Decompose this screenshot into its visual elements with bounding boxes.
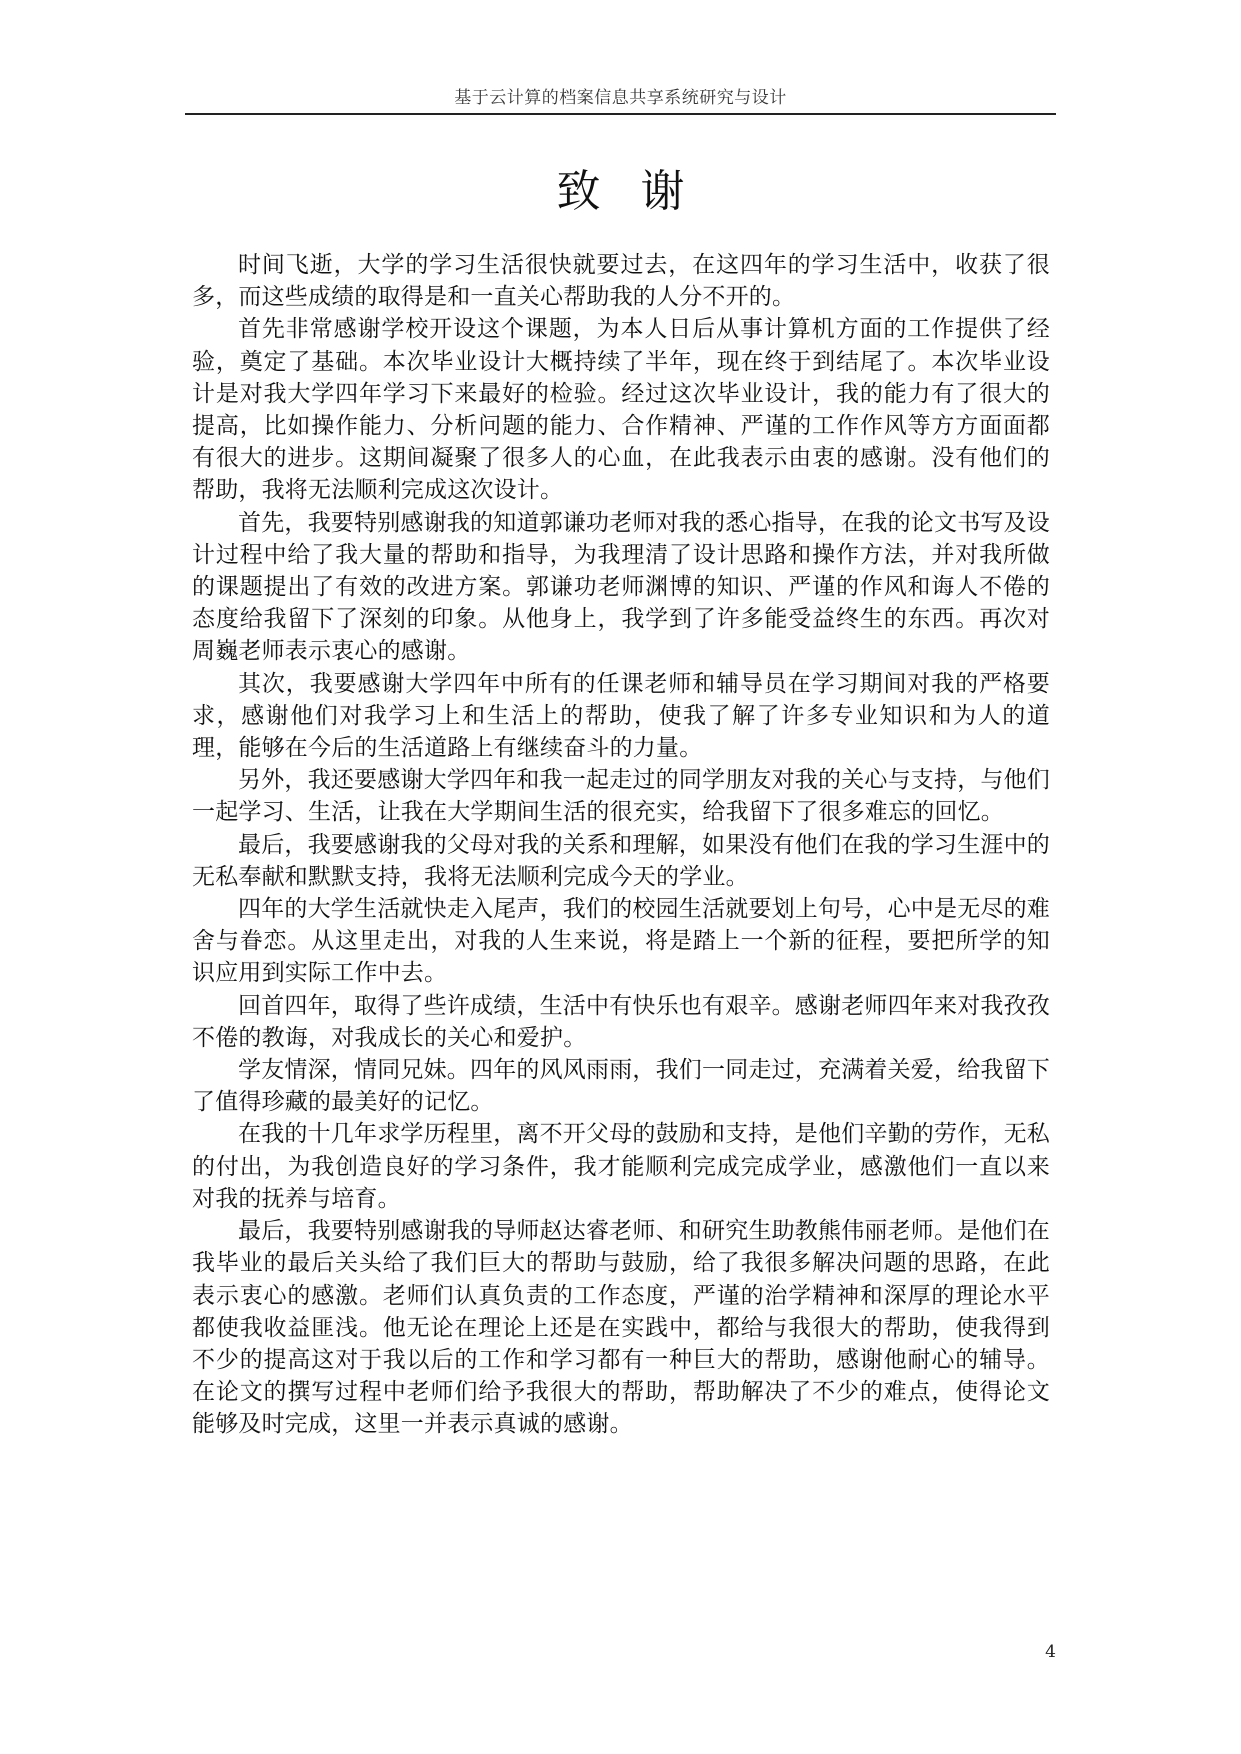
paragraph-4: 其次，我要感谢大学四年中所有的任课老师和辅导员在学习期间对我的严格要求，感谢他们对我学习上和生活上的帮助，使我了解了许多专业知识和为人的道理，能够在今后的生活道路上有继续奋斗的力量。 [192, 670, 1050, 762]
paragraph-3: 首先，我要特别感谢我的知道郭谦功老师对我的悉心指导，在我的论文书写及设计过程中给了我大量的帮助和指导，为我理清了设计思路和操作方法，并对我所做的课题提出了有效的改进方案。郭谦功老师渊博的知识、严谨的作风和诲人不倦的态度给我留下了深刻的印象。从他身上，我学到了许多能受益终生的东西。再次对周巍老师表示衷心的感谢。 [192, 509, 1050, 665]
running-header: 基于云计算的档案信息共享系统研究与设计 [454, 88, 787, 108]
paragraph-11: 最后，我要特别感谢我的导师赵达睿老师、和研究生助教熊伟丽老师。是他们在我毕业的最后关头给了我们巨大的帮助与鼓励，给了我很多解决问题的思路，在此表示衷心的感激。老师们认真负责的工作态度，严谨的治学精神和深厚的理论水平都使我收益匪浅。他无论在理论上还是在实践中，都给与我很大的帮助，使我得到不少的提高这对于我以后的工作和学习都有一种巨大的帮助，感谢他耐心的辅导。在论文的撰写过程中老师们给予我很大的帮助，帮助解决了不少的难点，使得论文能够及时完成，这里一并表示真诚的感谢。 [192, 1218, 1050, 1438]
paragraph-2: 首先非常感谢学校开设这个课题，为本人日后从事计算机方面的工作提供了经验，奠定了基础。本次毕业设计大概持续了半年，现在终于到结尾了。本次毕业设计是对我大学四年学习下来最好的检验。经过这次毕业设计，我的能力有了很大的提高，比如操作能力、分析问题的能力、合作精神、严谨的工作作风等方方面面都有很大的进步。这期间凝聚了很多人的心血，在此我表示由衷的感谢。没有他们的帮助，我将无法顺利完成这次设计。 [192, 316, 1050, 504]
paragraph-8: 回首四年，取得了些许成绩，生活中有快乐也有艰辛。感谢老师四年来对我孜孜不倦的教诲，对我成长的关心和爱护。 [192, 992, 1050, 1051]
acknowledgement-body [192, 249, 1050, 1441]
paragraph-1: 时间飞逝，大学的学习生活很快就要过去，在这四年的学习生活中，收获了很多，而这些成绩的取得是和一直关心帮助我的人分不开的。 [192, 252, 1050, 311]
paragraph-9: 学友情深，情同兄妹。四年的风风雨雨，我们一同走过，充满着关爱，给我留下了值得珍藏的最美好的记忆。 [192, 1057, 1050, 1116]
paragraph-10: 在我的十几年求学历程里，离不开父母的鼓励和支持，是他们辛勤的劳作，无私的付出，为我创造良好的学习条件，我才能顺利完成完成学业，感激他们一直以来对我的抚养与培育。 [192, 1121, 1050, 1212]
page-title: 致谢 [556, 166, 725, 217]
page-number: 4 [1045, 1642, 1056, 1662]
paragraph-5: 另外，我还要感谢大学四年和我一起走过的同学朋友对我的关心与支持，与他们一起学习、生活，让我在大学期间生活的很充实，给我留下了很多难忘的回忆。 [192, 767, 1050, 826]
paragraph-6: 最后，我要感谢我的父母对我的关系和理解，如果没有他们在我的学习生涯中的无私奉献和默默支持，我将无法顺利完成今天的学业。 [192, 831, 1050, 890]
paragraph-7: 四年的大学生活就快走入尾声，我们的校园生活就要划上句号，心中是无尽的难舍与眷恋。从这里走出，对我的人生来说，将是踏上一个新的征程，要把所学的知识应用到实际工作中去。 [192, 896, 1050, 987]
header-rule [185, 113, 1056, 115]
